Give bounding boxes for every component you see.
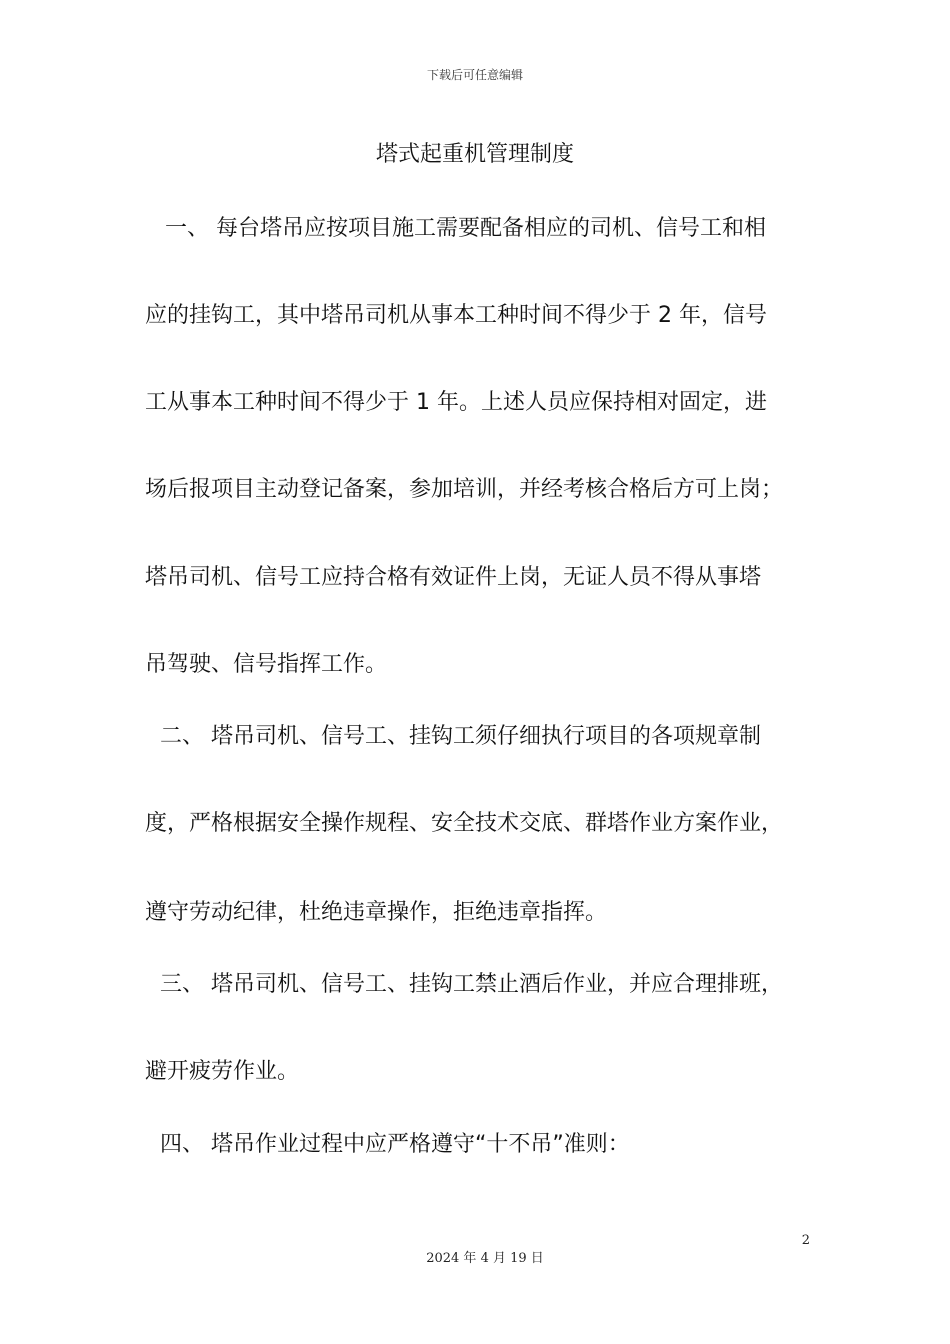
paragraph-4-line-1: 四、 塔吊作业过程中应严格遵守“十不吊”准则： (160, 1132, 630, 1157)
document-title: 塔式起重机管理制度 (375, 142, 574, 167)
header-note: 下载后可任意编辑 (426, 68, 523, 82)
paragraph-1-line-3: 工从事本工种时间不得少于 1 年。上述人员应保持相对固定，进 (145, 390, 767, 415)
paragraph-2-line-3: 遵守劳动纪律，杜绝违章操作，拒绝违章指挥。 (145, 900, 608, 925)
paragraph-1-line-2: 应的挂钩工，其中塔吊司机从事本工种时间不得少于 2 年，信号 (145, 303, 767, 328)
paragraph-1-line-1: 一、 每台塔吊应按项目施工需要配备相应的司机、信号工和相 (165, 216, 766, 241)
paragraph-3-line-2: 避开疲劳作业。 (145, 1059, 300, 1084)
footer-date: 2024 年 4 月 19 日 (426, 1251, 544, 1266)
paragraph-2-line-2: 度，严格根据安全操作规程、安全技术交底、群塔作业方案作业， (145, 811, 784, 836)
paragraph-2-line-1: 二、 塔吊司机、信号工、挂钩工须仔细执行项目的各项规章制 (160, 724, 761, 749)
paragraph-1-line-4: 场后报项目主动登记备案，参加培训，并经考核合格后方可上岗； (145, 477, 784, 502)
paragraph-3-line-1: 三、 塔吊司机、信号工、挂钩工禁止酒后作业，并应合理排班， (160, 972, 783, 997)
paragraph-1-line-6: 吊驾驶、信号指挥工作。 (145, 652, 388, 677)
page-number: 2 (801, 1233, 810, 1248)
paragraph-1-line-5: 塔吊司机、信号工应持合格有效证件上岗，无证人员不得从事塔 (145, 565, 762, 590)
